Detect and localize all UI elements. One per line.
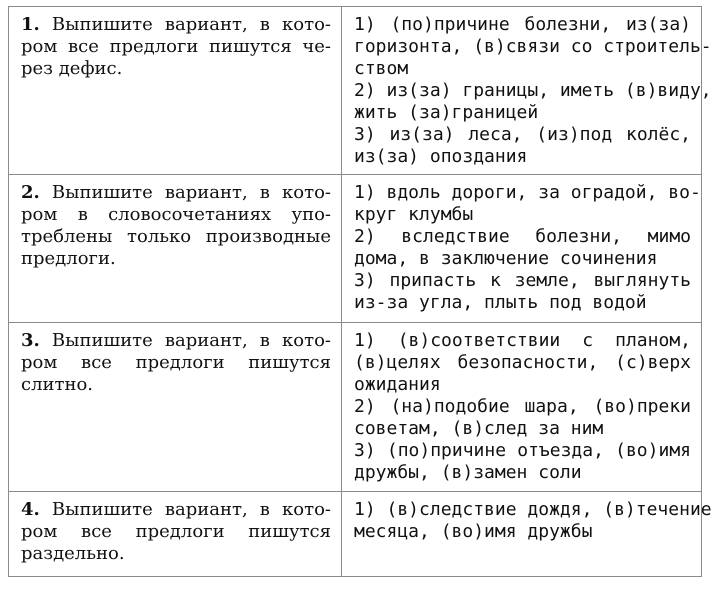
question-line: ром в словосочетаниях упо- <box>21 204 331 225</box>
question-line: 2. Выпишите вариант, в кото- <box>21 182 331 203</box>
question-line: 4. Выпишите вариант, в кото- <box>21 499 331 520</box>
answer-option-2: 2) (на)подобие шара, (во)преки советам, (в)след за ним <box>354 396 691 439</box>
answer-option-1: 1) (по)причине болезни, из(за) горизонта, (в)связи со строитель- ством <box>354 14 712 79</box>
table-row <box>9 492 702 577</box>
question-line: 3. Выпишите вариант, в кото- <box>21 330 331 351</box>
answer-option-3: 3) из(за) леса, (из)под колёс, из(за) опоздания <box>354 124 691 167</box>
answers-cell <box>342 323 702 492</box>
exercise-table <box>8 6 712 577</box>
answer-option-3: 3) (по)причине отъезда, (во)имя дружбы, (в)замен соли <box>354 440 691 483</box>
question-cell <box>9 492 342 577</box>
question-number: 1. <box>21 14 40 35</box>
question-cell <box>9 7 342 175</box>
question-number: 2. <box>21 182 40 203</box>
answers-cell <box>342 175 702 323</box>
question-line: раздельно. <box>21 543 125 564</box>
answers-cell <box>342 7 712 175</box>
question-line: предлоги. <box>21 248 116 269</box>
question-line: ром все предлоги пишутся че- <box>21 36 331 57</box>
question-number: 4. <box>21 499 40 520</box>
exercise-sheet <box>8 6 712 577</box>
question-line: 1. Выпишите вариант, в кото- <box>21 14 331 35</box>
table-row <box>9 175 702 323</box>
question-line: слитно. <box>21 374 94 395</box>
question-line: рез дефис. <box>21 58 123 79</box>
table-row <box>9 323 702 492</box>
answer-option-3: 3) припасть к земле, выглянуть из-за угла, плыть под водой <box>354 270 691 313</box>
question-line: ром все предлоги пишутся <box>21 352 331 373</box>
question-line: ром все предлоги пишутся <box>21 521 331 542</box>
question-line: треблены только производные <box>21 226 331 247</box>
question-cell <box>9 175 342 323</box>
question-cell <box>9 323 342 492</box>
answers-cell <box>342 492 712 577</box>
answer-option-2: 2) вследствие болезни, мимо дома, в заключение сочинения <box>354 226 691 269</box>
answer-option-1: 1) (в)следствие дождя, (в)течение месяца, (во)имя дружбы <box>354 499 712 542</box>
answer-option-1: 1) вдоль дороги, за оградой, во- круг клумбы <box>354 182 701 225</box>
answer-option-1: 1) (в)соответствии с планом, (в)целях безопасности, (с)верх ожидания <box>354 330 691 395</box>
question-number: 3. <box>21 330 40 351</box>
table-row <box>9 7 702 175</box>
answer-option-2: 2) из(за) границы, иметь (в)виду, жить (за)границей <box>354 80 712 123</box>
